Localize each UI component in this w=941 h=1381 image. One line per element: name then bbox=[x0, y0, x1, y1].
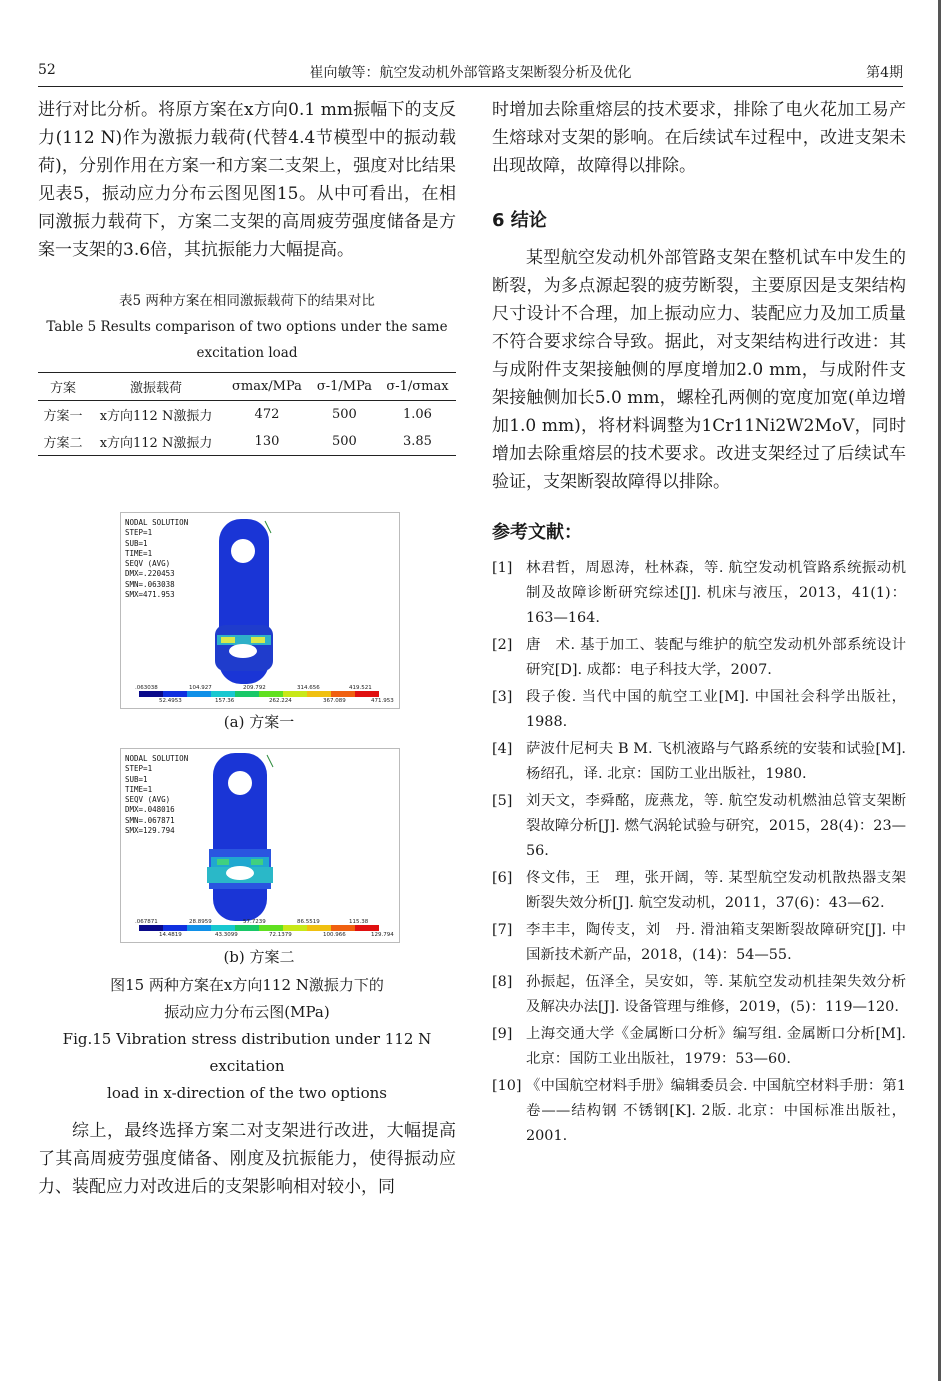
colorbar-label: 314.656 bbox=[297, 685, 320, 691]
fig-caption-cn-2: 振动应力分布云图(MPa) bbox=[164, 1003, 330, 1021]
table-cell: 1.06 bbox=[402, 407, 432, 422]
fig-caption-en-1: Fig.15 Vibration stress distribution under 112 N excitation bbox=[62, 1030, 432, 1075]
reference-number: [5] bbox=[492, 793, 513, 809]
results-table bbox=[38, 372, 456, 456]
colorbar-label: 52.4953 bbox=[159, 698, 182, 704]
reference-text: 唐 术. 基于加工、装配与维护的航空发动机外部系统设计研究[D]. 成都：电子科技大学，2007. bbox=[526, 637, 906, 678]
reference-number: [1] bbox=[492, 560, 513, 576]
table-cell: 130 bbox=[224, 428, 310, 456]
legend-line: SMN=.063038 bbox=[125, 579, 175, 589]
reference-text: 段子俊. 当代中国的航空工业[M]. 中国社会科学出版社，1988. bbox=[526, 689, 906, 730]
table-cell: 500 bbox=[332, 407, 357, 422]
legend-line: SUB=1 bbox=[125, 774, 148, 784]
table-cell: 500 bbox=[310, 428, 379, 456]
legend-line: SEQV (AVG) bbox=[125, 559, 171, 569]
colorbar-label: 100.966 bbox=[323, 932, 346, 938]
page-number: 52 bbox=[38, 62, 56, 78]
reference-item bbox=[492, 1074, 906, 1149]
left-column bbox=[38, 96, 456, 456]
table-cell: x方向112 N激振力 bbox=[88, 428, 224, 456]
table-cell: 方案一 bbox=[43, 409, 83, 424]
bracket-model-a bbox=[121, 513, 399, 708]
colorbar-label: 28.8959 bbox=[189, 919, 212, 925]
reference-item bbox=[492, 918, 906, 968]
reference-text: 李丰丰，陶传支，刘 丹. 滑油箱支架断裂故障研究[J]. 中国新技术新产品，2018，(14)：54—55. bbox=[526, 922, 906, 963]
reference-text: 上海交通大学《金属断口分析》编写组. 金属断口分析[M]. 北京：国防工业出版社，1979：53—60. bbox=[526, 1026, 906, 1067]
table-row bbox=[38, 428, 456, 456]
table-cell: 方案二 bbox=[38, 428, 88, 456]
colorbar-label: 262.224 bbox=[269, 698, 292, 704]
right-paragraph-0: 时增加去除重熔层的技术要求，排除了电火花加工易产生熔球对支架的影响。在后续试车过程中，改进支架未出现故障，故障得以排除。 bbox=[492, 100, 906, 176]
colorbar-label: 157.36 bbox=[215, 698, 235, 704]
table-header-cell: σ-1/MPa bbox=[310, 373, 379, 401]
colorbar-label: 115.38 bbox=[349, 919, 369, 925]
legend-line: NODAL SOLUTION bbox=[125, 754, 189, 763]
table-header-cell: 方案 bbox=[38, 373, 88, 401]
reference-item bbox=[492, 685, 906, 735]
table-cell: x方向112 N激振力 bbox=[99, 409, 213, 424]
reference-item bbox=[492, 866, 906, 916]
reference-text: 佟文伟，王 理，张开阔，等. 某型航空发动机散热器支架断裂失效分析[J]. 航空发动机，2011，37(6)：43—62. bbox=[526, 870, 906, 911]
right-column bbox=[492, 96, 906, 1151]
table-caption-en-1: Table 5 Results comparison of two options under the same bbox=[46, 319, 448, 335]
table-caption-en-2: excitation load bbox=[196, 345, 298, 361]
legend-line: SMN=.067871 bbox=[125, 815, 175, 825]
left-paragraph-1: 进行对比分析。将原方案在x方向0.1 mm振幅下的支反力(112 N)作为激振力载荷(代替4.4节模型中的振动载荷)，分别作用在方案一和方案二支架上，强度对比结果见表5，振动应力分布云图见图15。从中可看出，在相同激振力载荷下，方案二支架的高周疲劳强度储备是方案一支架的3.6倍，其抗振能力大幅提高。 bbox=[38, 100, 456, 260]
reference-text: 林君哲，周恩涛，杜林森，等. 航空发动机管路系统振动机制及故障诊断研究综述[J]. 机床与液压，2013，41(1)：163—164. bbox=[526, 560, 906, 626]
table-header-row bbox=[38, 373, 456, 401]
left-paragraph-2: 综上，最终选择方案二对支架进行改进，大幅提高了其高周疲劳强度储备、刚度及抗振能力，使得振动应力、装配应力对改进后的支架影响相对较小，同 bbox=[38, 1121, 456, 1197]
section-heading-conclusion: 6 结论 bbox=[492, 210, 547, 231]
legend-line: DMX=.048016 bbox=[125, 805, 175, 815]
reference-number: [3] bbox=[492, 689, 513, 705]
colorbar-label: 57.7239 bbox=[243, 919, 266, 925]
reference-text: 刘天文，李舜酩，庞燕龙，等. 航空发动机燃油总管支架断裂故障分析[J]. 燃气涡轮试验与研究，2015，28(4)：23—56. bbox=[526, 793, 906, 859]
legend-line: SMX=471.953 bbox=[125, 590, 175, 600]
reference-number: [9] bbox=[492, 1026, 513, 1042]
colorbar-label: 104.927 bbox=[189, 685, 212, 691]
colorbar-label: 72.1379 bbox=[269, 932, 292, 938]
reference-number: [8] bbox=[492, 974, 513, 990]
colorbar-b bbox=[139, 925, 379, 931]
reference-text: 孙振起，伍泽全，吴安如，等. 某航空发动机挂架失效分析及解决办法[J]. 设备管理与维修，2019，(5)：119—120. bbox=[526, 974, 906, 1015]
figure-15a-label: (a) 方案一 bbox=[223, 713, 295, 731]
legend-line: SUB=1 bbox=[125, 538, 148, 548]
reference-item bbox=[492, 789, 906, 864]
reference-number: [4] bbox=[492, 741, 513, 757]
running-header bbox=[38, 62, 903, 84]
colorbar-label: 367.089 bbox=[323, 698, 346, 704]
colorbar-label: 471.953 bbox=[371, 698, 394, 704]
reference-number: [10] bbox=[492, 1078, 522, 1094]
reference-item bbox=[492, 970, 906, 1020]
fig-caption-cn-1: 图15 两种方案在x方向112 N激振力下的 bbox=[110, 976, 384, 994]
legend-line: DMX=.220453 bbox=[125, 569, 175, 579]
reference-list bbox=[492, 556, 906, 1149]
issue-number: 第4期 bbox=[866, 65, 903, 81]
legend-line: STEP=1 bbox=[125, 528, 153, 538]
table-caption-cn: 表5 两种方案在相同激振载荷下的结果对比 bbox=[119, 293, 375, 309]
colorbar-label: 86.5519 bbox=[297, 919, 320, 925]
legend-line: SEQV (AVG) bbox=[125, 795, 171, 805]
legend-line: TIME=1 bbox=[125, 548, 153, 558]
colorbar-label: 43.3099 bbox=[215, 932, 238, 938]
table-header-cell: σmax/MPa bbox=[224, 373, 310, 401]
reference-text: 《中国航空材料手册》编辑委员会. 中国航空材料手册：第1卷——结构钢 不锈钢[K]. 2版. 北京：中国标准出版社，2001. bbox=[526, 1078, 906, 1144]
colorbar-label: 129.794 bbox=[371, 932, 394, 938]
colorbar-label: 419.521 bbox=[349, 685, 372, 691]
reference-item bbox=[492, 1022, 906, 1072]
reference-text: 萨波什尼柯夫 B M. 飞机液路与气路系统的安装和试验[M]. 杨绍孔，译. 北京：国防工业出版社，1980. bbox=[526, 741, 906, 782]
running-title: 崔向敏等：航空发动机外部管路支架断裂分析及优化 bbox=[309, 65, 632, 81]
figure-15b-fea-plot bbox=[120, 748, 400, 943]
fig-caption-en-2: load in x-direction of the two options bbox=[107, 1084, 387, 1102]
legend-line: SMX=129.794 bbox=[125, 826, 175, 836]
conclusion-paragraph: 某型航空发动机外部管路支架在整机试车中发生的断裂，为多点源起裂的疲劳断裂，主要原因是支架结构尺寸设计不合理，加上振动应力、装配应力及加工质量不符合要求综合导致。据此，对支架结构进行改进：其与成附件支架接触侧的厚度增加2.0 mm，与成附件支架接触侧加长5.0 mm，螺栓孔两侧的宽度加宽(单边增加1.0 mm)，将材料调整为1Cr11Ni2W2MoV，同时增加去除重熔层的技术要求。改进支架经过了后续试车验证，支架断裂故障得以排除。 bbox=[492, 248, 906, 492]
colorbar-label: .063038 bbox=[135, 685, 158, 691]
table-cell: 472 bbox=[254, 407, 280, 422]
legend-line: STEP=1 bbox=[125, 764, 153, 774]
reference-item bbox=[492, 556, 906, 631]
figure-caption-block bbox=[38, 972, 456, 1201]
colorbar-a bbox=[139, 691, 379, 697]
colorbar-label: 209.792 bbox=[243, 685, 266, 691]
table-header-cell: σ-1/σmax bbox=[379, 373, 456, 401]
figure-15a-fea-plot bbox=[120, 512, 400, 709]
references-heading: 参考文献： bbox=[492, 522, 582, 543]
reference-item bbox=[492, 633, 906, 683]
table-cell: 3.85 bbox=[379, 428, 456, 456]
figure-15b-label: (b) 方案二 bbox=[223, 948, 295, 966]
colorbar-label: .067871 bbox=[135, 919, 158, 925]
legend-line: TIME=1 bbox=[125, 784, 153, 794]
header-rule bbox=[38, 86, 903, 87]
legend-line: NODAL SOLUTION bbox=[125, 518, 189, 527]
table-header-cell: 激振载荷 bbox=[88, 373, 224, 401]
table-row bbox=[38, 401, 456, 429]
reference-number: [2] bbox=[492, 637, 513, 653]
reference-number: [6] bbox=[492, 870, 513, 886]
reference-number: [7] bbox=[492, 922, 513, 938]
bracket-model-b bbox=[121, 749, 399, 942]
colorbar-label: 14.4819 bbox=[159, 932, 182, 938]
reference-item bbox=[492, 737, 906, 787]
